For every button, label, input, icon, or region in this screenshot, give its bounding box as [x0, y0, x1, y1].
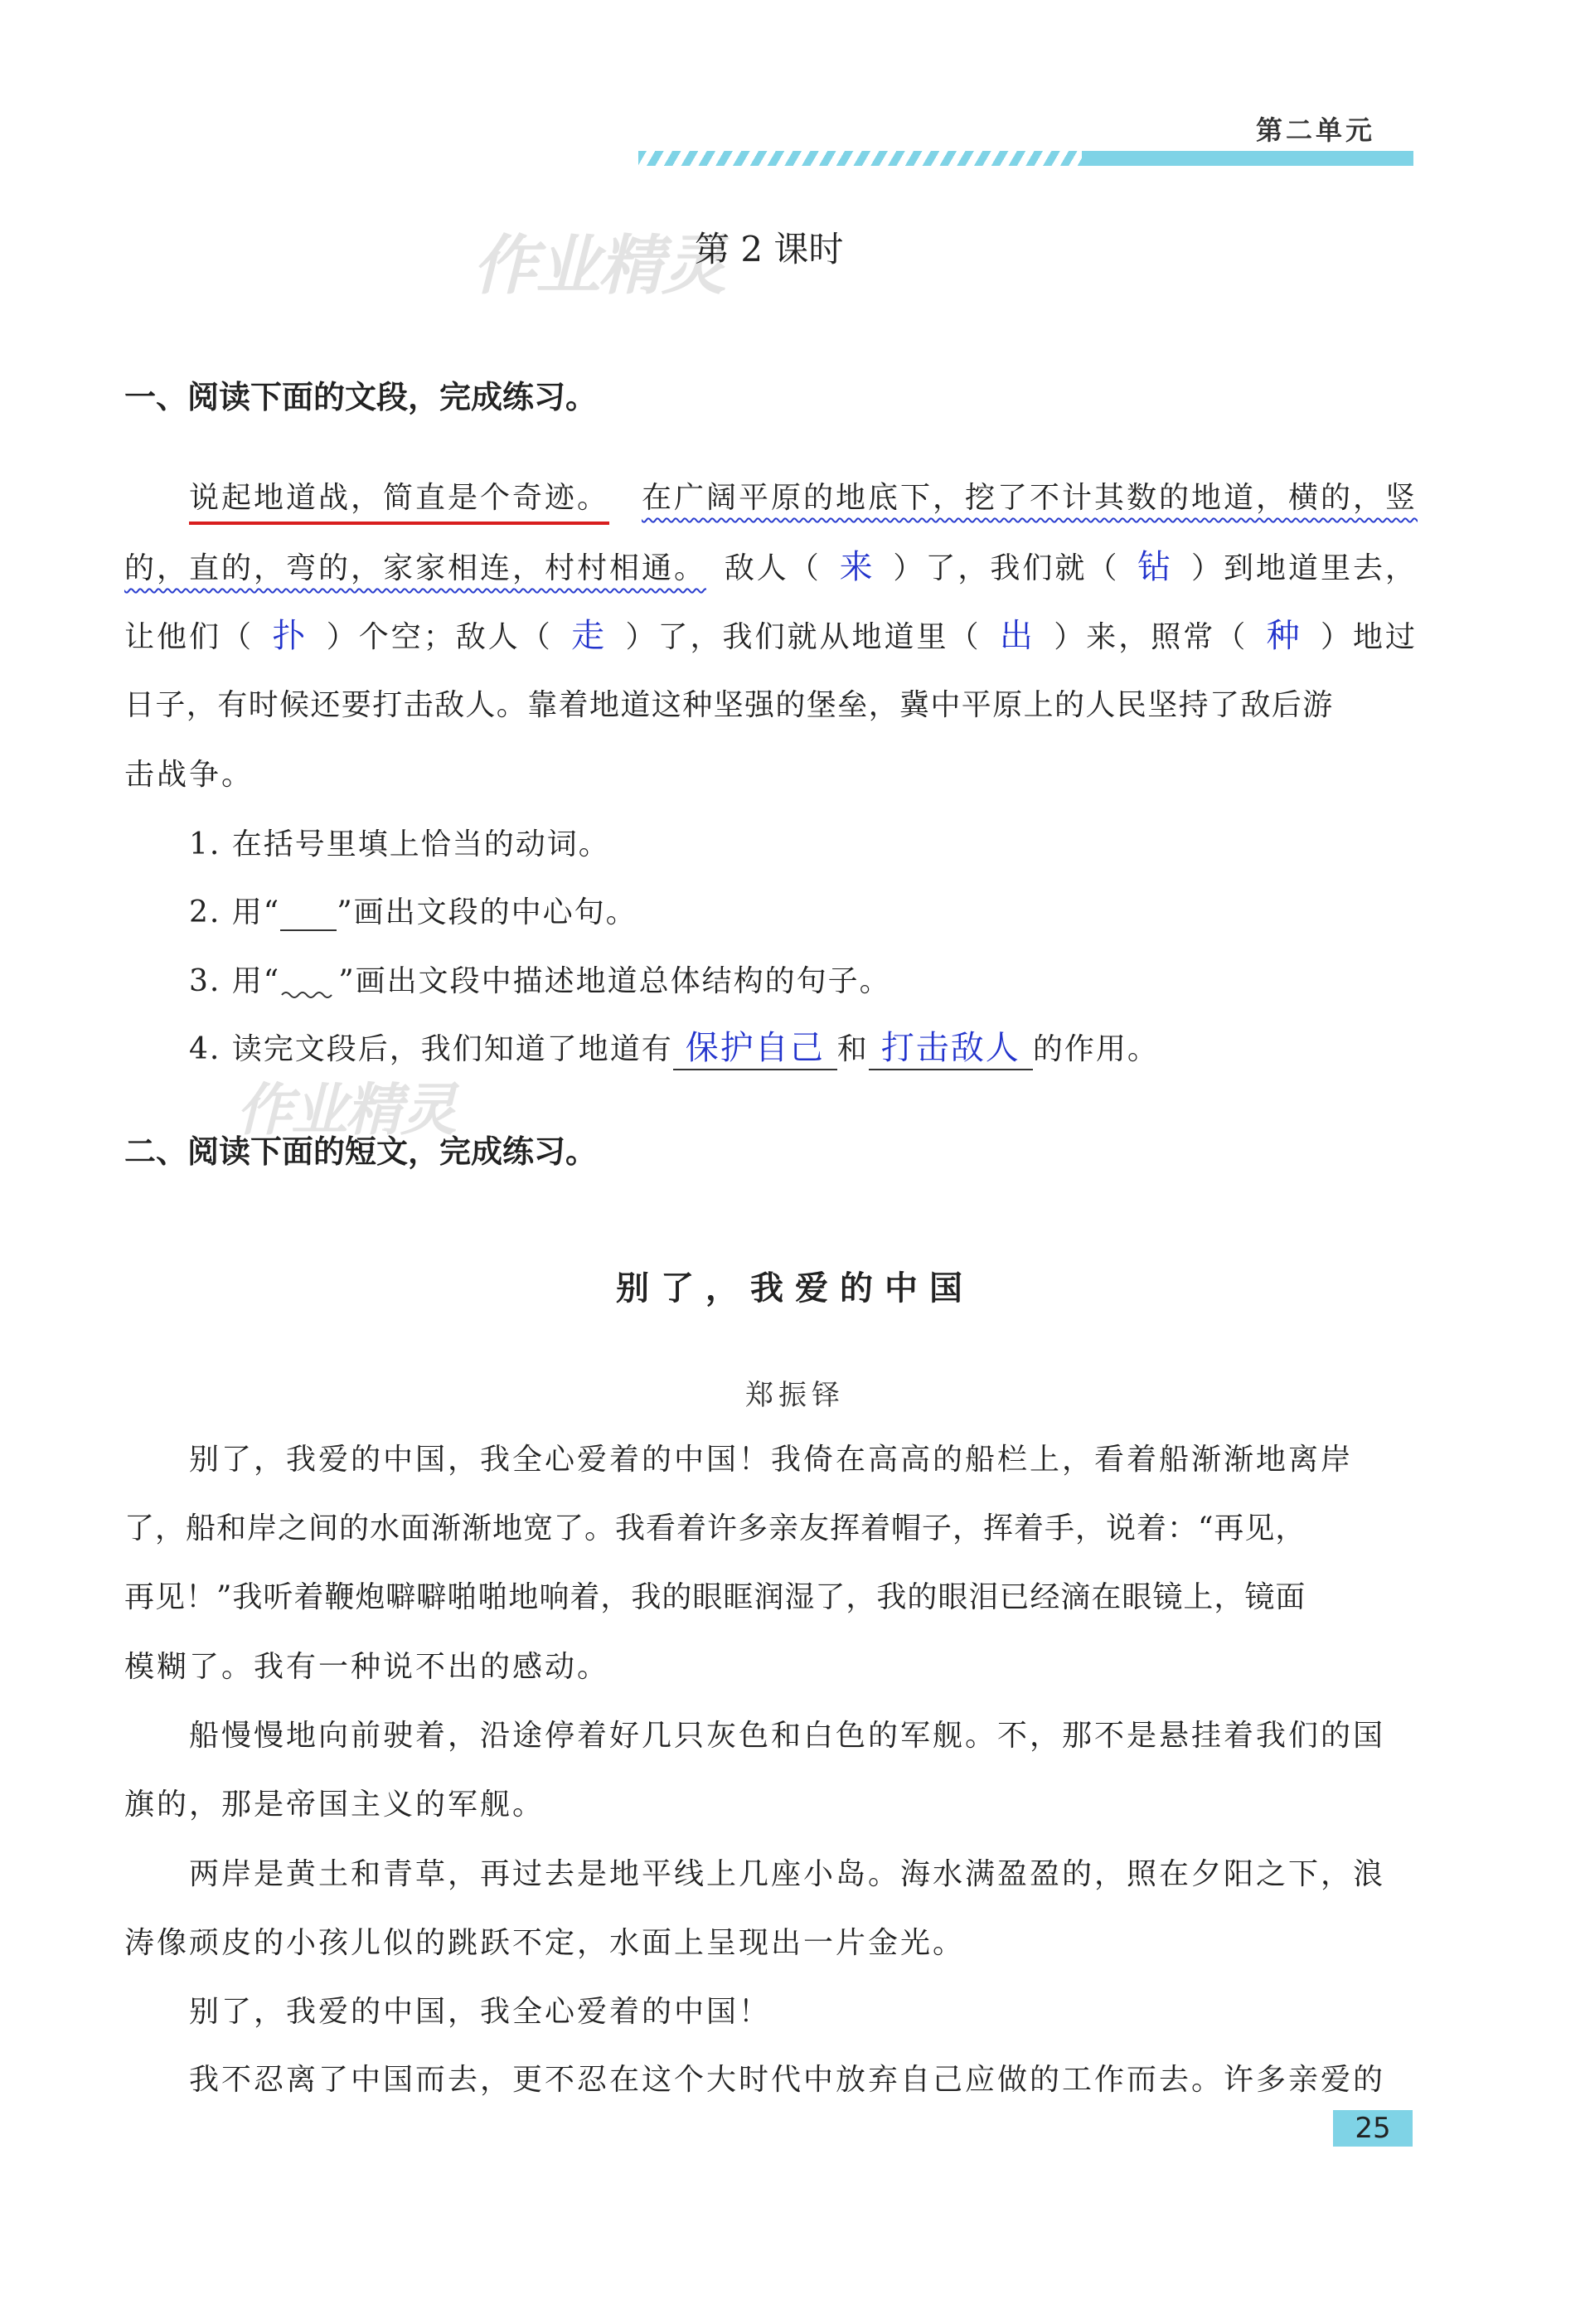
straight-underline-sample: [280, 895, 337, 931]
question-2-text-a: 2. 用“: [189, 895, 281, 929]
passage-text: ）个空；敌人（: [326, 620, 553, 654]
question-2-text-b: ”画出文段的中心句。: [337, 895, 637, 929]
page-number: 25: [1333, 2110, 1413, 2147]
passage-text: ）来，照常（: [1054, 620, 1248, 654]
article-line-3: 再见！”我听着鞭炮噼噼啪啪地响着，我的眼眶润湿了，我的眼泪已经滴在眼镜上，镜面: [124, 1580, 1306, 1614]
passage-text: ）了，我们就从地道里（: [625, 620, 982, 654]
answer-q4-1: 保护自己: [673, 1021, 837, 1070]
article-line-6: 旗的，那是帝国主义的军舰。: [124, 1788, 545, 1822]
central-sentence: 说起地道战，简直是个奇迹。: [189, 474, 609, 525]
unit-title: 第二单元: [1256, 114, 1376, 146]
answer-blank-1: 来: [839, 548, 875, 586]
question-4-text-a: 4. 读完文段后，我们知道了地道有: [189, 1032, 673, 1066]
article-line-1: 别了，我爱的中国，我全心爱着的中国！我倚在高高的船栏上，看着船渐渐地离岸: [189, 1443, 1354, 1477]
passage-text: ）到地道里去，: [1190, 551, 1418, 585]
section1-heading: 一、阅读下面的文段，完成练习。: [124, 378, 598, 415]
article-line-8: 涛像顽皮的小孩儿似的跳跃不定，水面上呈现出一片金光。: [124, 1926, 966, 1960]
question-3: [189, 958, 891, 1000]
article-line-2: 了，船和岸之间的水面渐渐地宽了。我看着许多亲友挥着帽子，挥着手，说着：“再见，: [124, 1511, 1306, 1545]
answer-blank-3: 扑: [272, 617, 308, 655]
structure-sentence-b: 的，直的，弯的，家家相连，村村相通。: [124, 551, 707, 585]
section2-heading: 二、阅读下面的短文，完成练习。: [124, 1133, 598, 1170]
passage1-line-5: 击战争。: [124, 758, 254, 792]
passage1-line-4: 日子，有时候还要打击敌人。靠着地道这种坚强的堡垒，冀中平原上的人民坚持了敌后游: [124, 688, 1334, 722]
article-line-5: 船慢慢地向前驶着，沿途停着好几只灰色和白色的军舰。不，那不是悬挂着我们的国: [189, 1719, 1386, 1753]
article-title: 别了，我爱的中国: [616, 1269, 974, 1308]
answer-blank-5: 出: [999, 617, 1035, 655]
article-line-7: 两岸是黄土和青草，再过去是地平线上几座小岛。海水满盈盈的，照在夕阳之下，浪: [189, 1857, 1386, 1891]
article-line-10: 我不忍离了中国而去，更不忍在这个大时代中放弃自己应做的工作而去。许多亲爱的: [189, 2063, 1386, 2097]
question-1: 1. 在括号里填上恰当的动词。: [189, 827, 610, 861]
structure-sentence-a: 在广阔平原的地底下，挖了不计其数的地道，横的，竖: [641, 481, 1418, 515]
answer-blank-2: 钻: [1137, 548, 1174, 586]
passage1-line-3: [124, 609, 1418, 657]
article-line-9: 别了，我爱的中国，我全心爱着的中国！: [189, 1995, 772, 2029]
question-4-text-b: 和: [836, 1032, 869, 1066]
article-author: 郑振铎: [745, 1379, 845, 1412]
watermark-2: 作业精灵: [236, 1078, 456, 1143]
question-3-text-b: ”画出文段中描述地道总体结构的句子。: [338, 964, 891, 998]
watermark: 作业精灵: [473, 229, 725, 303]
passage1-line-1: [189, 474, 1418, 525]
header-hatch-decoration: [638, 151, 1086, 166]
passage-text: 让他们（: [124, 620, 254, 654]
question-4-text-c: 的作用。: [1032, 1032, 1159, 1066]
article-line-4: 模糊了。我有一种说不出的感动。: [124, 1650, 610, 1684]
answer-q4-2: 打击敌人: [869, 1021, 1033, 1070]
question-2: [189, 889, 637, 931]
lesson-title: 第 2 课时: [695, 229, 844, 269]
answer-blank-6: 种: [1266, 617, 1302, 655]
passage-text: ）地过: [1320, 620, 1418, 654]
wavy-underline-sample: [280, 990, 338, 1000]
header-bar-decoration: [1082, 151, 1413, 166]
passage1-line-2: [124, 541, 1418, 588]
answer-blank-4: 走: [571, 617, 608, 655]
passage-text: 敌人（: [724, 551, 822, 585]
passage-text: ）了，我们就（: [893, 551, 1120, 585]
question-4: [189, 1021, 1159, 1070]
question-3-text-a: 3. 用“: [189, 964, 281, 998]
